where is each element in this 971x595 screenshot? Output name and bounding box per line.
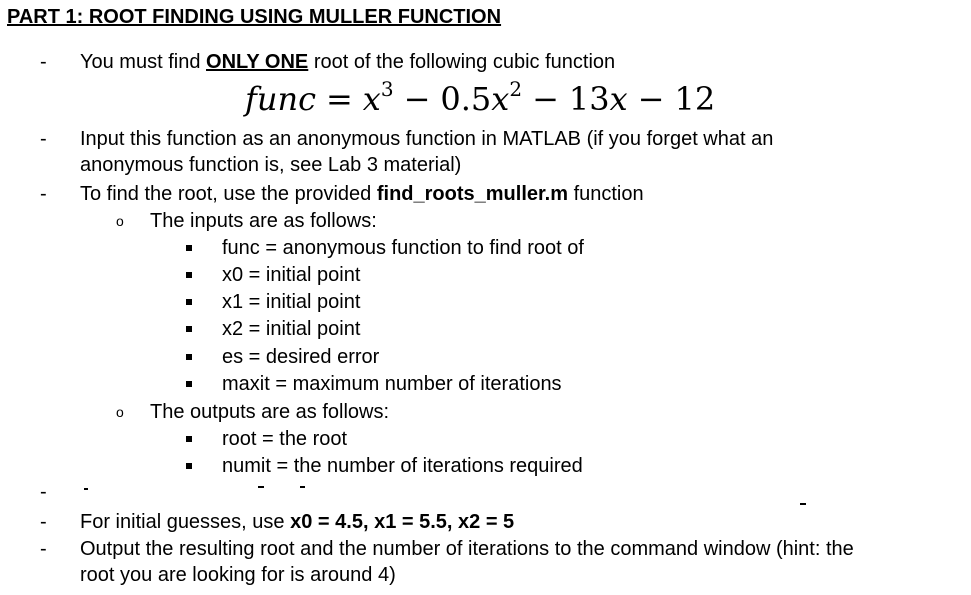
- output-item: root = the root: [222, 428, 348, 450]
- formula-x: x: [609, 80, 628, 118]
- clipped-text-fragment: [258, 486, 264, 488]
- input-item: maxit = maximum number of iterations: [222, 373, 562, 395]
- formula-const: 12: [674, 80, 716, 118]
- square-bullet: [186, 326, 192, 332]
- emphasis: ONLY ONE: [206, 51, 309, 73]
- input-item: func = anonymous function to find root of: [222, 237, 584, 259]
- square-bullet: [186, 245, 192, 251]
- formula-exp3: 3: [380, 77, 394, 101]
- bullet-anonymous-line2: anonymous function is, see Lab 3 material): [80, 154, 462, 176]
- text: To find the root, use the provided: [80, 183, 377, 205]
- dash-bullet: -: [40, 481, 47, 503]
- bullet-output-line2: root you are looking for is around 4): [80, 564, 396, 586]
- circle-bullet: o: [116, 404, 124, 420]
- outputs-heading: The outputs are as follows:: [150, 401, 390, 423]
- dash-bullet: -: [40, 538, 47, 560]
- dash-bullet: -: [40, 128, 47, 150]
- formula-minus: −: [532, 80, 559, 118]
- input-item: x0 = initial point: [222, 264, 361, 286]
- clipped-text-fragment: [300, 486, 305, 488]
- output-item: numit = the number of iterations required: [222, 455, 583, 477]
- square-bullet: [186, 381, 192, 387]
- formula-eq: =: [325, 80, 353, 118]
- square-bullet: [186, 354, 192, 360]
- bullet-use-muller: [80, 183, 644, 206]
- emphasis: x0 = 4.5, x1 = 5.5, x2 = 5: [290, 511, 515, 533]
- square-bullet: [186, 436, 192, 442]
- cubic-formula: [245, 77, 716, 118]
- formula-coef: 0.5: [440, 80, 492, 118]
- emphasis: find_roots_muller.m: [376, 183, 569, 205]
- square-bullet: [186, 272, 192, 278]
- formula-coef: 13: [568, 80, 610, 118]
- page-title: PART 1: ROOT FINDING USING MULLER FUNCTION: [7, 6, 502, 28]
- inputs-heading: The inputs are as follows:: [150, 210, 377, 232]
- text: root of the following cubic function: [308, 51, 616, 73]
- formula-minus: −: [637, 80, 665, 118]
- circle-bullet: o: [116, 213, 124, 229]
- input-item: x2 = initial point: [222, 318, 361, 340]
- formula-x: x: [491, 80, 510, 118]
- text: function: [568, 183, 644, 205]
- text: You must find: [80, 51, 207, 73]
- formula-exp2: 2: [509, 77, 523, 101]
- formula-lhs: func: [245, 80, 316, 118]
- bullet-find-one-root: [80, 51, 615, 74]
- bullet-anonymous-line1: Input this function as an anonymous function in MATLAB (if you forget what an: [80, 128, 774, 150]
- bullet-output-line1: Output the resulting root and the number of iterations to the command window (hint: the: [80, 538, 854, 560]
- input-item: x1 = initial point: [222, 291, 361, 313]
- clipped-text-fragment: [800, 503, 806, 505]
- text: For initial guesses, use: [80, 511, 291, 533]
- bullet-initial-guesses: [80, 511, 514, 534]
- square-bullet: [186, 299, 192, 305]
- dash-bullet: -: [40, 183, 47, 205]
- square-bullet: [186, 463, 192, 469]
- formula-minus: −: [403, 80, 431, 118]
- dash-bullet: -: [40, 51, 47, 73]
- clipped-text-fragment: [84, 488, 88, 490]
- input-item: es = desired error: [222, 346, 380, 368]
- formula-x: x: [362, 80, 381, 118]
- dash-bullet: -: [40, 511, 47, 533]
